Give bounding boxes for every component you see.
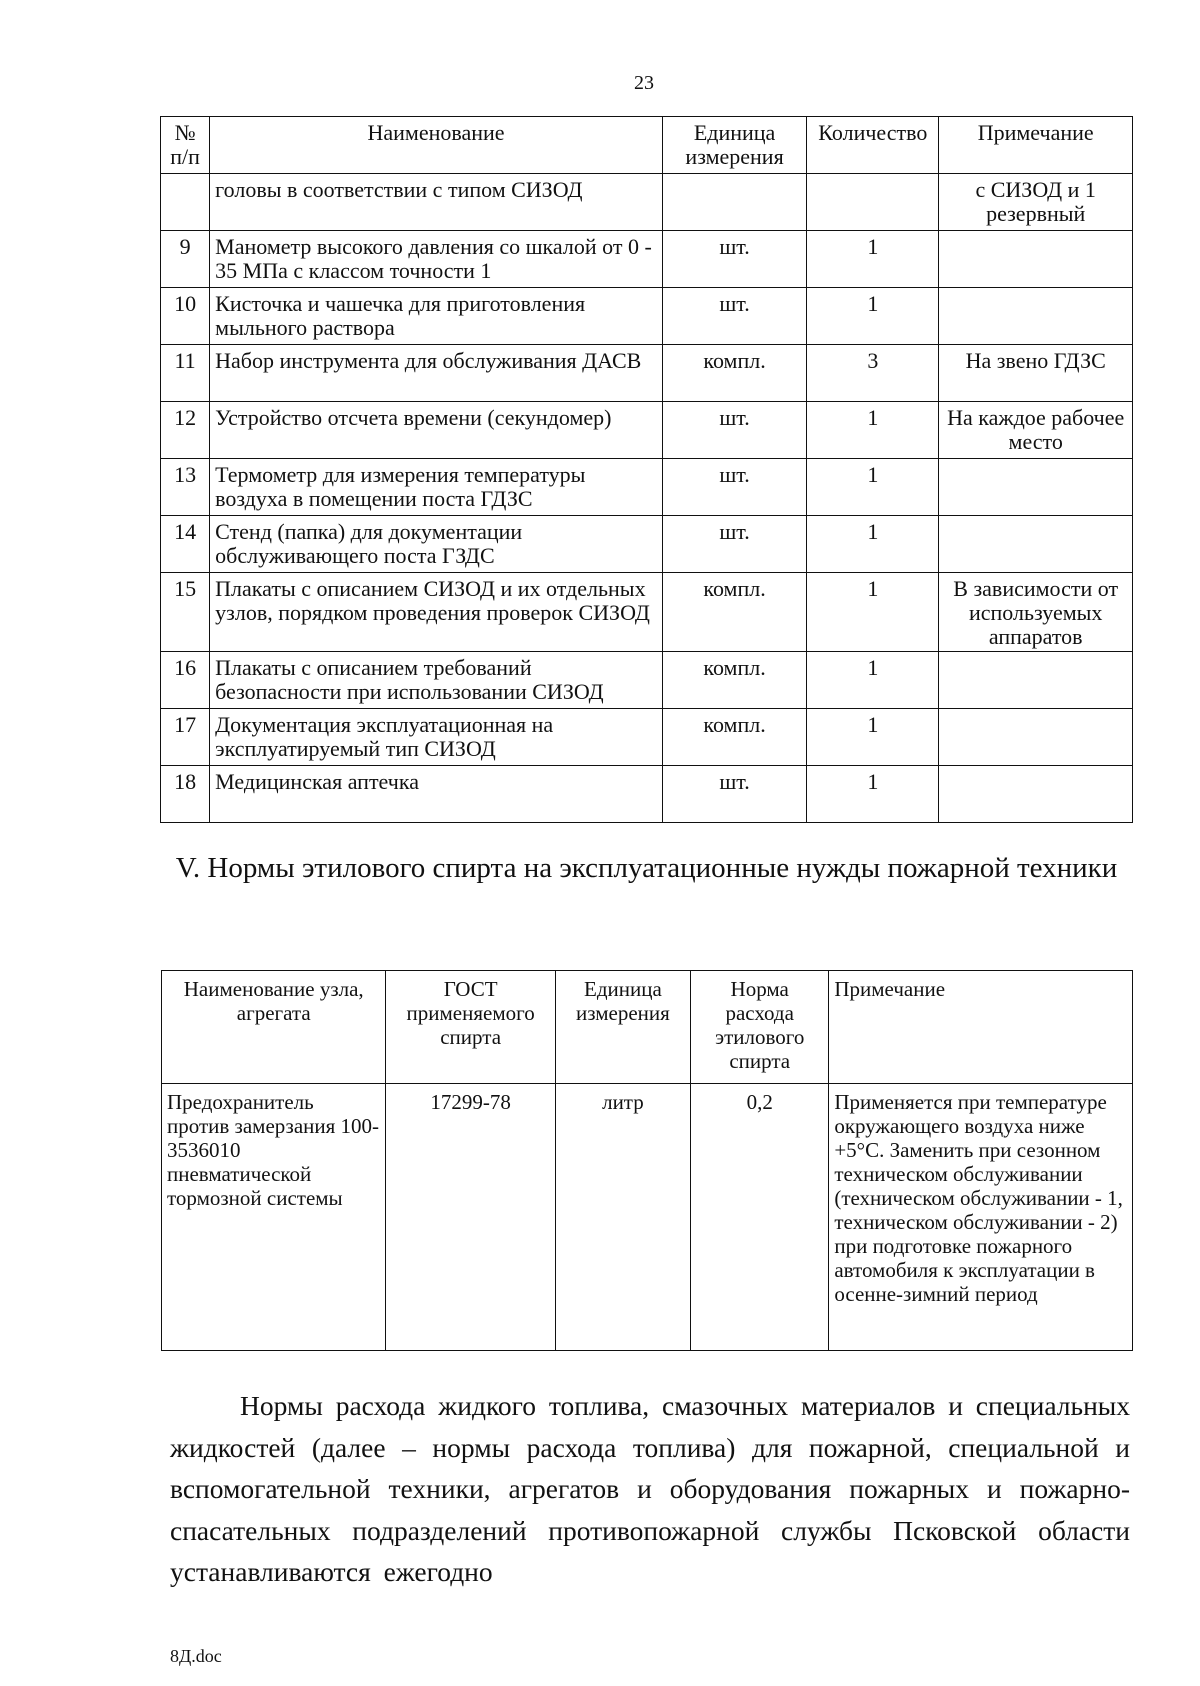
cell-qty: 1 bbox=[807, 652, 939, 709]
cell-unit: шт. bbox=[662, 288, 806, 345]
header-num: № п/п bbox=[161, 117, 210, 174]
cell-qty: 1 bbox=[807, 573, 939, 652]
cell-note: На каждое рабочее место bbox=[939, 402, 1133, 459]
header-name: Наименование bbox=[210, 117, 663, 174]
table-row bbox=[161, 345, 1133, 402]
cell-num: 16 bbox=[161, 652, 210, 709]
alcohol-norms-table bbox=[161, 970, 1133, 1351]
header-qty: Количество bbox=[807, 117, 939, 174]
cell-unit: шт. bbox=[662, 459, 806, 516]
cell-unit: литр bbox=[555, 1084, 690, 1351]
cell-qty: 1 bbox=[807, 231, 939, 288]
cell-note bbox=[939, 652, 1133, 709]
cell-name: Плакаты с описанием СИЗОД и их отдельных узлов, порядком проведения проверок СИЗОД bbox=[210, 573, 663, 652]
cell-unit bbox=[662, 174, 806, 231]
cell-note: с СИЗОД и 1 резервный bbox=[939, 174, 1133, 231]
cell-note bbox=[939, 459, 1133, 516]
cell-num: 15 bbox=[161, 573, 210, 652]
cell-qty: 3 bbox=[807, 345, 939, 402]
cell-name: головы в соответствии с типом СИЗОД bbox=[210, 174, 663, 231]
cell-unit: шт. bbox=[662, 766, 806, 823]
cell-node-name: Предохранитель против замерзания 100-3536010 пневматической тормозной системы bbox=[162, 1084, 386, 1351]
table-header-row bbox=[161, 117, 1133, 174]
cell-num: 18 bbox=[161, 766, 210, 823]
cell-unit: шт. bbox=[662, 231, 806, 288]
cell-note: В зависимости от используемых аппаратов bbox=[939, 573, 1133, 652]
cell-note bbox=[939, 288, 1133, 345]
footer-filename: 8Д.doc bbox=[170, 1646, 222, 1666]
header-note: Примечание bbox=[829, 971, 1133, 1084]
body-paragraph: Нормы расхода жидкого топлива, смазочных материалов и специальных жидкостей (далее – нормы расхода топлива) для пожарной, специальной и вспомогательной техники, агрегатов и оборудования пожарных и пожарно-спасательных подразделений противопожарной службы Псковской области устанавливаются ежегодно bbox=[170, 1390, 1131, 1587]
cell-note bbox=[939, 231, 1133, 288]
cell-num: 11 bbox=[161, 345, 210, 402]
table-header-row bbox=[162, 971, 1133, 1084]
cell-name: Термометр для измерения температуры воздуха в помещении поста ГДЗС bbox=[210, 459, 663, 516]
cell-name: Манометр высокого давления со шкалой от 0 - 35 МПа с классом точности 1 bbox=[210, 231, 663, 288]
cell-qty: 1 bbox=[807, 459, 939, 516]
table-row bbox=[161, 709, 1133, 766]
cell-qty: 1 bbox=[807, 766, 939, 823]
header-unit: Единица измерения bbox=[662, 117, 806, 174]
cell-note bbox=[939, 709, 1133, 766]
cell-qty bbox=[807, 174, 939, 231]
cell-name: Устройство отсчета времени (секундомер) bbox=[210, 402, 663, 459]
header-unit: Единица измерения bbox=[555, 971, 690, 1084]
cell-name: Кисточка и чашечка для приготовления мыльного раствора bbox=[210, 288, 663, 345]
table-row bbox=[161, 174, 1133, 231]
table-row bbox=[161, 516, 1133, 573]
cell-unit: компл. bbox=[662, 345, 806, 402]
table-row bbox=[161, 231, 1133, 288]
cell-num: 9 bbox=[161, 231, 210, 288]
cell-name: Стенд (папка) для документации обслуживающего поста ГЗДС bbox=[210, 516, 663, 573]
cell-note bbox=[939, 516, 1133, 573]
cell-num: 12 bbox=[161, 402, 210, 459]
cell-num: 13 bbox=[161, 459, 210, 516]
cell-note: На звено ГДЗС bbox=[939, 345, 1133, 402]
cell-unit: шт. bbox=[662, 516, 806, 573]
header-node-name: Наименование узла, агрегата bbox=[162, 971, 386, 1084]
table-row bbox=[162, 1084, 1133, 1351]
cell-qty: 1 bbox=[807, 288, 939, 345]
table-row bbox=[161, 288, 1133, 345]
header-note: Примечание bbox=[939, 117, 1133, 174]
cell-note: Применяется при температуре окружающего воздуха ниже +5°С. Заменить при сезонном техническом обслуживании (техническом обслуживании - 1, техническом обслуживании - 2) при подготовке пожарного автомобиля к эксплуатации в осенне-зимний период bbox=[829, 1084, 1133, 1351]
cell-qty: 1 bbox=[807, 402, 939, 459]
table-row bbox=[161, 459, 1133, 516]
cell-num: 14 bbox=[161, 516, 210, 573]
cell-unit: шт. bbox=[662, 402, 806, 459]
cell-name: Медицинская аптечка bbox=[210, 766, 663, 823]
cell-note bbox=[939, 766, 1133, 823]
cell-name: Набор инструмента для обслуживания ДАСВ bbox=[210, 345, 663, 402]
header-gost: ГОСТ применяемого спирта bbox=[386, 971, 555, 1084]
cell-name: Документация эксплуатационная на эксплуатируемый тип СИЗОД bbox=[210, 709, 663, 766]
equipment-table bbox=[160, 116, 1133, 823]
cell-unit: компл. bbox=[662, 573, 806, 652]
header-norm: Норма расхода этилового спирта bbox=[691, 971, 829, 1084]
cell-qty: 1 bbox=[807, 709, 939, 766]
cell-qty: 1 bbox=[807, 516, 939, 573]
cell-unit: компл. bbox=[662, 652, 806, 709]
section-title: V. Нормы этилового спирта на эксплуатационные нужды пожарной техники bbox=[175, 852, 1118, 884]
table-row bbox=[161, 573, 1133, 652]
cell-gost: 17299-78 bbox=[386, 1084, 555, 1351]
table-row bbox=[161, 766, 1133, 823]
cell-num: 10 bbox=[161, 288, 210, 345]
table-row bbox=[161, 652, 1133, 709]
cell-norm: 0,2 bbox=[691, 1084, 829, 1351]
page-number: 23 bbox=[634, 72, 654, 94]
cell-num: 17 bbox=[161, 709, 210, 766]
cell-name: Плакаты с описанием требований безопасности при использовании СИЗОД bbox=[210, 652, 663, 709]
cell-num bbox=[161, 174, 210, 231]
cell-unit: компл. bbox=[662, 709, 806, 766]
table-row bbox=[161, 402, 1133, 459]
